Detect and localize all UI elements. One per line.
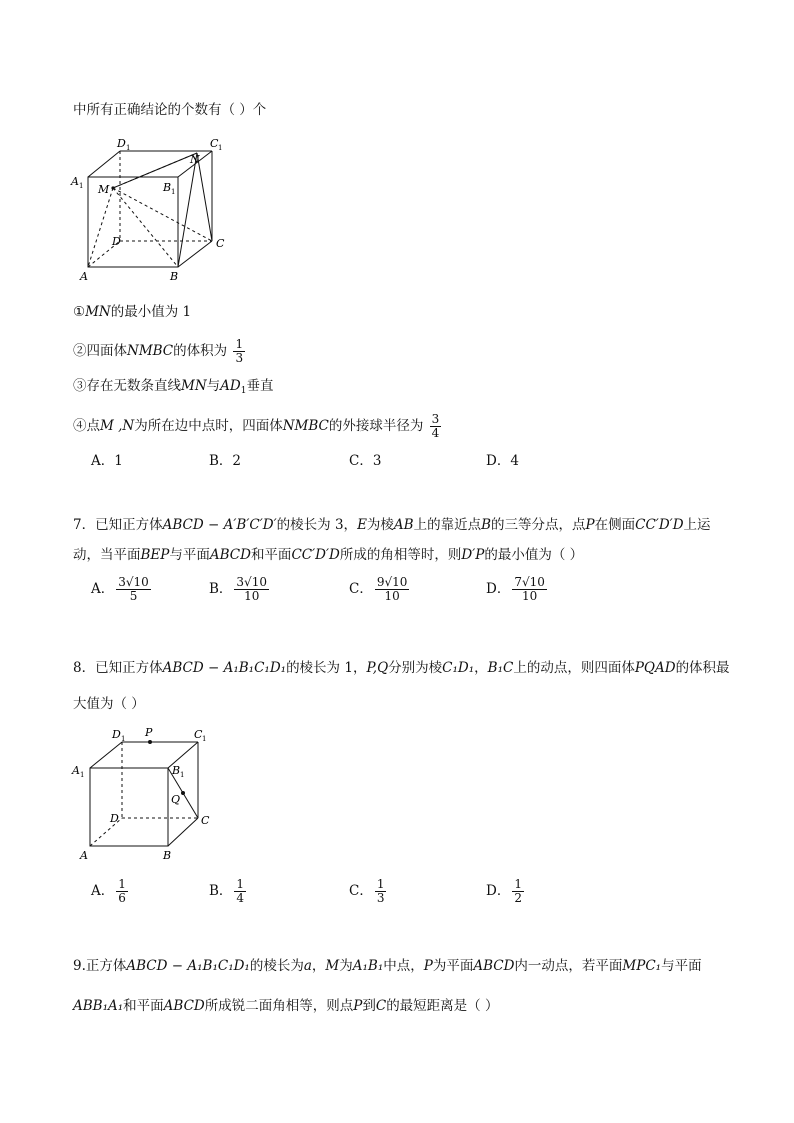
fig2-label-C: C [201, 814, 210, 827]
fig1-label-D: D [112, 235, 121, 248]
fraction-3-4: $\frac{3}{4}$ [431, 412, 440, 440]
svg-text:1: 1 [121, 735, 126, 743]
q8-line-1: 8．已知正方体ABCD − A₁B₁C₁D₁的棱长为 1，P,Q分别为棱C₁D₁，B₁C上的动点，则四面体PQAD的体积最 [73, 660, 730, 676]
fraction-1-3: $\frac{1}{3}$ [235, 337, 244, 365]
fig1-label-C1: C [210, 137, 219, 150]
fig2-label-D1: D [112, 728, 121, 741]
fig1-label-A: A [80, 270, 88, 283]
svg-text:1: 1 [218, 144, 223, 152]
q8-option-c: C． $\frac{1}{3}$ [349, 877, 385, 905]
svg-text:1: 1 [180, 771, 185, 779]
statement-4: ④点M ,N为所在边中点时，四面体NMBC的外接球半径为 $\frac{3}{4}$ [73, 412, 440, 440]
svg-text:1: 1 [126, 144, 131, 152]
statement-1: ①MN的最小值为 1 [73, 304, 192, 320]
q8-option-b: B． $\frac{1}{4}$ [209, 877, 245, 905]
q9-line-1: 9.正方体ABCD − A₁B₁C₁D₁的棱长为a，M为A₁B₁中点，P为平面ABCD内一动点，若平面MPC₁与平面 [73, 958, 702, 974]
svg-text:1: 1 [80, 771, 85, 779]
cube-figure-1 [70, 135, 230, 285]
q7-option-c: C． $\frac{9√10}{10}$ [349, 575, 408, 603]
q6-option-a: A．1 [91, 453, 123, 469]
fig1-label-C: C [216, 237, 225, 250]
statement-2: ②四面体NMBC的体积为 $\frac{1}{3}$ [73, 337, 244, 365]
fig2-label-A1: A [72, 764, 80, 777]
cube-figure-2 [70, 726, 220, 866]
statement-3: ③存在无数条直线MN与$AD_1$垂直 [73, 378, 274, 396]
fig1-label-B1: B [163, 181, 172, 194]
q7-option-b: B． $\frac{3√10}{10}$ [209, 575, 267, 603]
q9-line-2: ABB₁A₁和平面ABCD所成锐二面角相等，则点P到C的最短距离是（ ） [73, 998, 499, 1014]
q7-option-a: A． $\frac{3√10}{5}$ [91, 575, 149, 603]
q7-line-2: 动，当平面BEP与平面ABCD和平面CC′D′D所成的角相等时，则D′P的最小值为（ ） [73, 547, 584, 563]
fig2-label-A: A [80, 849, 88, 862]
fig2-label-B1: B [172, 764, 181, 777]
intro-text: 中所有正确结论的个数有（ ）个 [73, 102, 267, 118]
q7-option-d: D． $\frac{7√10}{10}$ [486, 575, 545, 603]
fig1-label-B: B [170, 270, 179, 283]
svg-text:1: 1 [171, 188, 176, 196]
fig2-label-B: B [163, 849, 172, 862]
q6-option-d: D．4 [486, 453, 519, 469]
fig2-label-P: P [145, 726, 153, 739]
fig1-label-M: M [98, 183, 110, 196]
fig2-label-C1: C [194, 728, 203, 741]
q6-option-b: B．2 [209, 453, 242, 469]
fig1-label-A1: A [71, 175, 79, 188]
fig2-label-Q: Q [171, 793, 181, 806]
q7-line-1: 7．已知正方体ABCD − A′B′C′D′的棱长为 3，E为棱AB上的靠近点B的三等分点，点P在侧面CC′D′D上运 [73, 517, 711, 533]
q8-line-2: 大值为（ ） [73, 696, 145, 712]
svg-text:1: 1 [79, 182, 84, 190]
fig1-label-D1: D [117, 137, 126, 150]
fig2-label-D: D [110, 812, 119, 825]
q6-option-c: C．3 [349, 453, 382, 469]
q8-option-d: D． $\frac{1}{2}$ [486, 877, 522, 905]
q8-option-a: A． $\frac{1}{6}$ [91, 877, 126, 905]
svg-text:1: 1 [202, 735, 207, 743]
fig1-label-N: N [190, 153, 200, 166]
